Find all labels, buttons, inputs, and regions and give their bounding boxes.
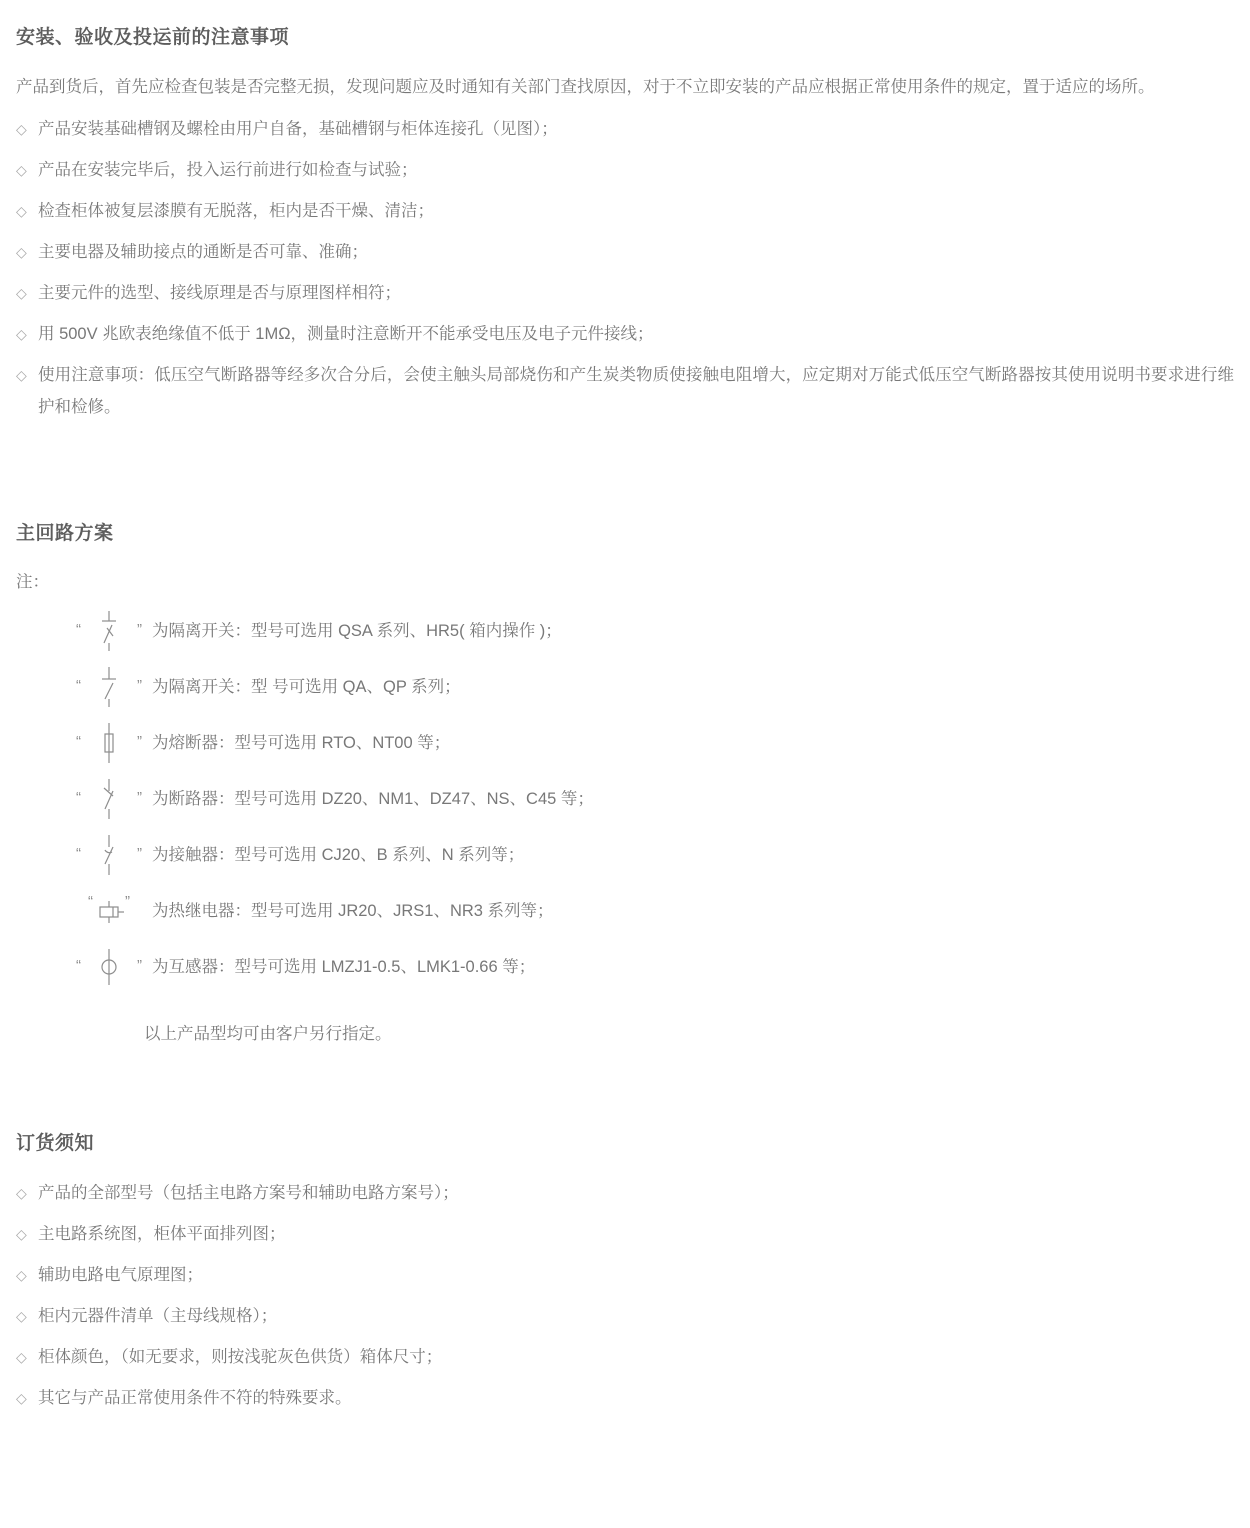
main-circuit-closing-note: 以上产品型均可由客户另行指定。 (144, 1025, 392, 1043)
disconnector-switch-glyph (96, 665, 122, 709)
diamond-bullet-icon: ◇ (16, 1348, 27, 1365)
list-item (16, 113, 1234, 145)
list-item (16, 1300, 1234, 1332)
contactor-glyph (96, 833, 122, 877)
list-item (16, 1382, 1234, 1414)
symbol-description: 为接触器：型号可选用 CJ20、B 系列、N 系列等； (152, 846, 525, 864)
thermal-relay-glyph (92, 889, 126, 933)
list-item-text: 产品安装基础槽钢及螺栓由用户自备，基础槽钢与柜体连接孔（见图）； (38, 120, 558, 138)
list-item (74, 603, 1234, 659)
diamond-bullet-icon: ◇ (16, 1225, 27, 1242)
list-item (16, 1177, 1234, 1209)
list-item-text: 主电路系统图，柜体平面排列图； (38, 1224, 286, 1243)
list-item-text: 其它与产品正常使用条件不符的特殊要求。 (38, 1388, 352, 1407)
installation-section-title: 安装、验收及投运前的注意事项 (16, 27, 290, 48)
symbol-description: 为隔离开关：型号可选用 QSA 系列、HR5( 箱内操作 )； (152, 622, 562, 640)
installation-intro-paragraph: 产品到货后，首先应检查包装是否完整无损，发现问题应及时通知有关部门查找原因，对于不立即安装的产品应根据正常使用条件的规定，置于适应的场所。 (16, 78, 1155, 96)
list-item-text: 柜体颜色，（如无要求，则按浅驼灰色供货）箱体尺寸； (38, 1347, 443, 1366)
current-transformer-glyph (96, 945, 122, 989)
symbol-description: 为熔断器：型号可选用 RTO、NT00 等； (152, 734, 451, 752)
quote-left: “ (76, 845, 81, 862)
diamond-bullet-icon: ◇ (16, 1307, 27, 1324)
disconnector-switch-icon (74, 661, 144, 713)
quote-left: “ (76, 733, 81, 750)
list-item-text: 柜内元器件清单（主母线规格）； (38, 1306, 278, 1325)
current-transformer-icon (74, 941, 144, 993)
list-item (16, 318, 1234, 350)
diamond-bullet-icon: ◇ (16, 203, 27, 219)
disconnector-fuse-switch-glyph (96, 609, 122, 653)
list-item-text: 主要电器及辅助接点的通断是否可靠、准确； (38, 243, 368, 261)
list-item-text: 检查柜体被复层漆膜有无脱落，柜内是否干燥、清洁； (38, 202, 434, 220)
quote-left: “ (76, 957, 81, 974)
fuse-glyph (96, 721, 122, 765)
quote-right: ” (137, 957, 142, 974)
list-item (74, 939, 1234, 995)
section-installation (16, 22, 1234, 423)
list-item (16, 195, 1234, 227)
diamond-bullet-icon: ◇ (16, 121, 27, 137)
symbol-legend-list (16, 603, 1234, 995)
disconnector-fuse-switch-icon (74, 605, 144, 657)
list-item (16, 1218, 1234, 1250)
list-item (74, 771, 1234, 827)
contactor-icon (74, 829, 144, 881)
quote-right: ” (137, 789, 142, 806)
circuit-breaker-icon (74, 773, 144, 825)
list-item (74, 715, 1234, 771)
list-item (16, 1259, 1234, 1291)
quote-right: ” (137, 621, 142, 638)
symbol-description: 为热继电器：型号可选用 JR20、JRS1、NR3 系列等； (152, 902, 554, 920)
thermal-relay-icon (74, 885, 144, 937)
diamond-bullet-icon: ◇ (16, 326, 27, 342)
symbol-description: 为断路器：型号可选用 DZ20、NM1、DZ47、NS、C45 等； (152, 790, 594, 808)
quote-left: “ (76, 621, 81, 638)
symbol-description: 为隔离开关：型 号可选用 QA、QP 系列； (152, 678, 461, 696)
diamond-bullet-icon: ◇ (16, 244, 27, 260)
diamond-bullet-icon: ◇ (16, 1389, 27, 1406)
list-item-text: 产品在安装完毕后，投入运行前进行如检查与试验； (38, 161, 418, 179)
quote-left: “ (76, 789, 81, 806)
symbol-description: 为互感器：型号可选用 LMZJ1-0.5、LMK1-0.66 等； (152, 958, 536, 976)
list-item-text: 产品的全部型号（包括主电路方案号和辅助电路方案号）； (38, 1183, 459, 1202)
list-item (16, 277, 1234, 309)
note-label: 注： (16, 573, 49, 591)
installation-bullet-list (16, 113, 1234, 423)
list-item (74, 659, 1234, 715)
list-item-text: 使用注意事项：低压空气断路器等经多次合分后，会使主触头局部烧伤和产生炭类物质使接触电阻增大，应定期对万能式低压空气断路器按其使用说明书要求进行维护和检修。 (38, 366, 1234, 416)
list-item (16, 1341, 1234, 1373)
diamond-bullet-icon: ◇ (16, 1184, 27, 1201)
quote-right: ” (137, 677, 142, 694)
quote-left: “ (76, 677, 81, 694)
list-item-text: 辅助电路电气原理图； (38, 1265, 203, 1284)
quote-right: ” (137, 733, 142, 750)
quote-left: “ (88, 893, 93, 910)
ordering-bullet-list (16, 1177, 1234, 1414)
list-item (74, 883, 1234, 939)
fuse-icon (74, 717, 144, 769)
quote-right: ” (137, 845, 142, 862)
diamond-bullet-icon: ◇ (16, 367, 27, 383)
diamond-bullet-icon: ◇ (16, 1266, 27, 1283)
list-item-text: 主要元件的选型、接线原理是否与原理图样相符； (38, 284, 401, 302)
section-main-circuit (16, 518, 1234, 1049)
section-ordering (16, 1128, 1234, 1414)
list-item (16, 359, 1234, 423)
main-circuit-section-title: 主回路方案 (16, 523, 114, 544)
list-item-text: 用 500V 兆欧表绝缘值不低于 1MΩ，测量时注意断开不能承受电压及电子元件接线； (38, 325, 654, 343)
section-spacer (16, 432, 1234, 518)
quote-right: ” (125, 893, 130, 910)
section-spacer (16, 1066, 1234, 1128)
list-item (74, 827, 1234, 883)
list-item (16, 154, 1234, 186)
diamond-bullet-icon: ◇ (16, 162, 27, 178)
diamond-bullet-icon: ◇ (16, 285, 27, 301)
ordering-section-title: 订货须知 (16, 1132, 95, 1154)
circuit-breaker-glyph (96, 777, 122, 821)
list-item (16, 236, 1234, 268)
